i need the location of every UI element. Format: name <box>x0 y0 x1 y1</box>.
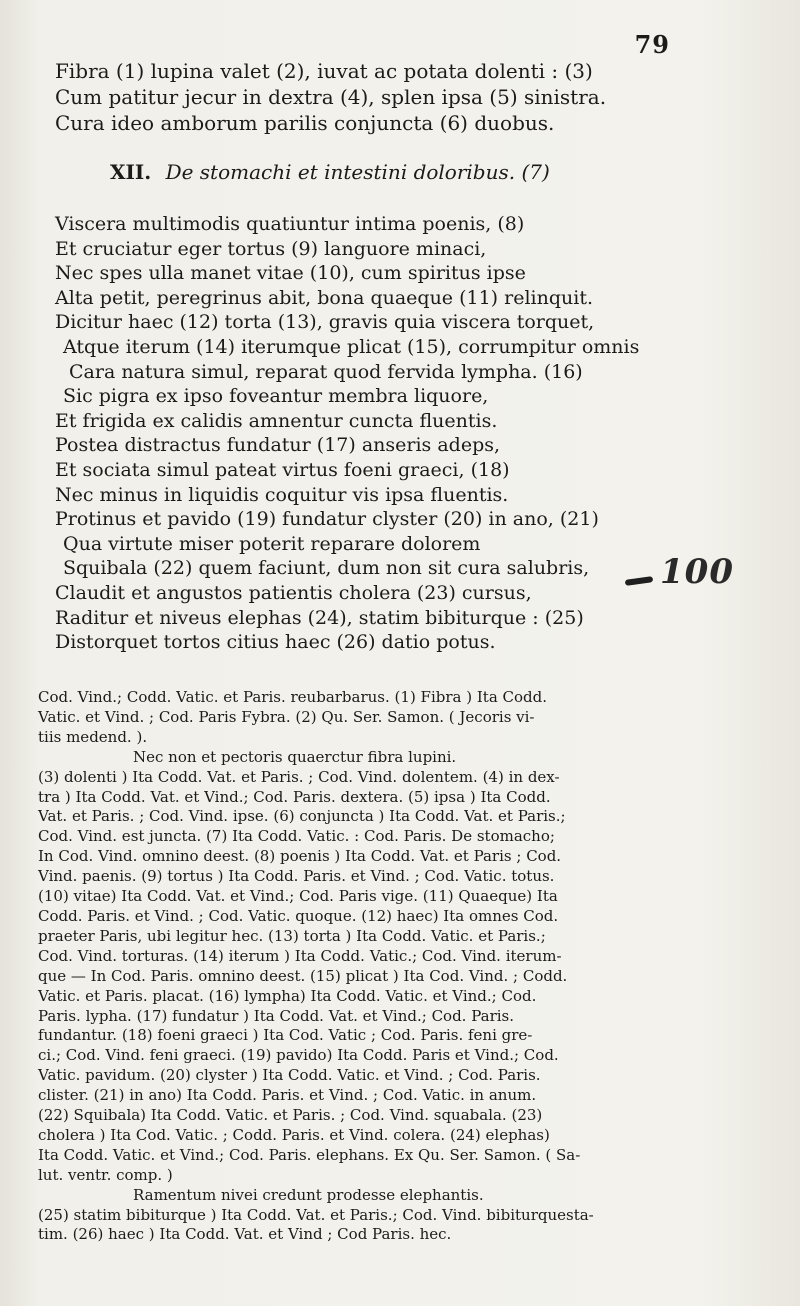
handwritten-margin-note: 100 <box>660 552 734 592</box>
verse-line: Squibala (22) quem faciunt, dum non sit cura salubris, <box>63 557 590 580</box>
footnote-line: Vatic. pavidum. (20) clyster ) Ita Codd. Vatic. et Vind. ; Cod. Paris. <box>38 1066 541 1085</box>
footnote-quote-line: Nec non et pectoris quaerctur fibra lupini. <box>133 747 457 766</box>
footnote-line: (10) vitae) Ita Codd. Vat. et Vind.; Cod. Paris vige. (11) Quaeque) Ita <box>38 887 558 906</box>
verse-line: Postea distractus fundatur (17) anseris adeps, <box>55 434 501 457</box>
footnote-line: Vatic. et Paris. placat. (16) lympha) Ita Codd. Vatic. et Vind.; Cod. <box>38 986 537 1005</box>
section-heading <box>110 160 670 184</box>
footnote-line: (22) Squibala) Ita Codd. Vatic. et Paris. ; Cod. Vind. squabala. (23) <box>38 1106 543 1125</box>
footnote-line: ci.; Cod. Vind. feni graeci. (19) pavido) Ita Codd. Paris et Vind.; Cod. <box>38 1046 559 1065</box>
verse-line: Viscera multimodis quatiuntur intima poenis, (8) <box>55 213 525 235</box>
verse-line: Et cruciatur eger tortus (9) languore minaci, <box>55 237 487 260</box>
footnote-line: Cod. Vind. torturas. (14) iterum ) Ita Codd. Vatic.; Cod. Vind. iterum- <box>38 946 562 965</box>
footnote-line: (25) statim bibiturque ) Ita Codd. Vat. et Paris.; Cod. Vind. bibiturquesta- <box>38 1205 594 1224</box>
footnote-line: tim. (26) haec ) Ita Codd. Vat. et Vind ; Cod Paris. hec. <box>38 1225 452 1244</box>
footnote-line: que — In Cod. Paris. omnino deest. (15) plicat ) Ita Cod. Vind. ; Codd. <box>38 966 568 985</box>
verse-line: Fibra (1) lupina valet (2), iuvat ac potata dolenti : (3) <box>55 59 593 83</box>
verse-line: Claudit et angustos patientis cholera (23) cursus, <box>55 581 532 604</box>
footnote-line: Codd. Paris. et Vind. ; Cod. Vatic. quoque. (12) haec) Ita omnes Cod. <box>38 906 559 925</box>
footnote-line: clister. (21) in ano) Ita Codd. Paris. et Vind. ; Cod. Vatic. in anum. <box>38 1086 537 1105</box>
verse-line: Et sociata simul pateat virtus foeni graeci, (18) <box>55 458 510 481</box>
footnote-line: Cod. Vind. est juncta. (7) Ita Codd. Vatic. : Cod. Paris. De stomacho; <box>38 827 555 846</box>
verse-line: Sic pigra ex ipso foveantur membra liquore, <box>63 385 489 408</box>
verse-line: Nec spes ulla manet vitae (10), cum spiritus ipse <box>55 262 526 285</box>
footnote-line: Paris. lypha. (17) fundatur ) Ita Codd. Vat. et Vind.; Cod. Paris. <box>38 1006 515 1025</box>
footnote-line: Vat. et Paris. ; Cod. Vind. ipse. (6) conjuncta ) Ita Codd. Vat. et Paris.; <box>38 807 566 826</box>
footnote-line: tiis medend. ). <box>38 727 148 746</box>
verse-line: Cum patitur jecur in dextra (4), splen ipsa (5) sinistra. <box>55 85 607 109</box>
footnote-line: cholera ) Ita Cod. Vatic. ; Codd. Paris. et Vind. colera. (24) elephas) <box>38 1125 550 1144</box>
footnote-quote-line: Ramentum nivei credunt prodesse elephantis. <box>133 1185 484 1204</box>
verse-line: Et frigida ex calidis amnentur cuncta fluentis. <box>55 409 498 432</box>
verse-line: Atque iterum (14) iterumque plicat (15), corrumpitur omnis <box>63 335 640 358</box>
poem-body <box>55 212 695 655</box>
footnote-line: Ita Codd. Vatic. et Vind.; Cod. Paris. elephans. Ex Qu. Ser. Samon. ( Sa- <box>38 1145 581 1164</box>
footnotes <box>38 688 718 1245</box>
footnote-line: Cod. Vind.; Codd. Vatic. et Paris. reubarbarus. (1) Fibra ) Ita Codd. <box>38 688 548 706</box>
section-title: De stomachi et intestini doloribus. (7) <box>165 160 550 184</box>
footnote-line: Vind. paenis. (9) tortus ) Ita Codd. Paris. et Vind. ; Cod. Vatic. totus. <box>38 867 555 886</box>
page-number: 79 <box>634 30 670 59</box>
section-number: XII. <box>110 160 152 184</box>
footnote-line: (3) dolenti ) Ita Codd. Vat. et Paris. ; Cod. Vind. dolentem. (4) in dex- <box>38 767 560 786</box>
verse-line: Protinus et pavido (19) fundatur clyster (20) in ano, (21) <box>55 508 599 531</box>
footnote-line: Vatic. et Vind. ; Cod. Paris Fybra. (2) Qu. Ser. Samon. ( Jecoris vi- <box>38 707 535 726</box>
footnote-line: tra ) Ita Codd. Vat. et Vind.; Cod. Paris. dextera. (5) ipsa ) Ita Codd. <box>38 787 551 806</box>
verse-line: Distorquet tortos citius haec (26) datio potus. <box>55 631 496 654</box>
verse-line: Dicitur haec (12) torta (13), gravis quia viscera torquet, <box>55 311 595 334</box>
verse-line: Cara natura simul, reparat quod fervida lympha. (16) <box>69 360 583 383</box>
verse-line: Alta petit, peregrinus abit, bona quaeque (11) relinquit. <box>55 286 594 309</box>
footnote-line: lut. ventr. comp. ) <box>38 1165 173 1184</box>
verse-line: Cura ideo amborum parilis conjuncta (6) duobus. <box>55 111 555 135</box>
verse-line: Nec minus in liquidis coquitur vis ipsa fluentis. <box>55 483 509 506</box>
footnote-line: In Cod. Vind. omnino deest. (8) poenis ) Ita Codd. Vat. et Paris ; Cod. <box>38 847 562 866</box>
opening-verses <box>55 58 695 136</box>
verse-line: Qua virtute miser poterit reparare dolorem <box>63 532 481 555</box>
footnote-line: praeter Paris, ubi legitur hec. (13) torta ) Ita Codd. Vatic. et Paris.; <box>38 926 546 945</box>
verse-line: Raditur et niveus elephas (24), statim bibiturque : (25) <box>55 606 584 629</box>
footnote-line: fundantur. (18) foeni graeci ) Ita Cod. Vatic ; Cod. Paris. feni gre- <box>38 1026 533 1045</box>
